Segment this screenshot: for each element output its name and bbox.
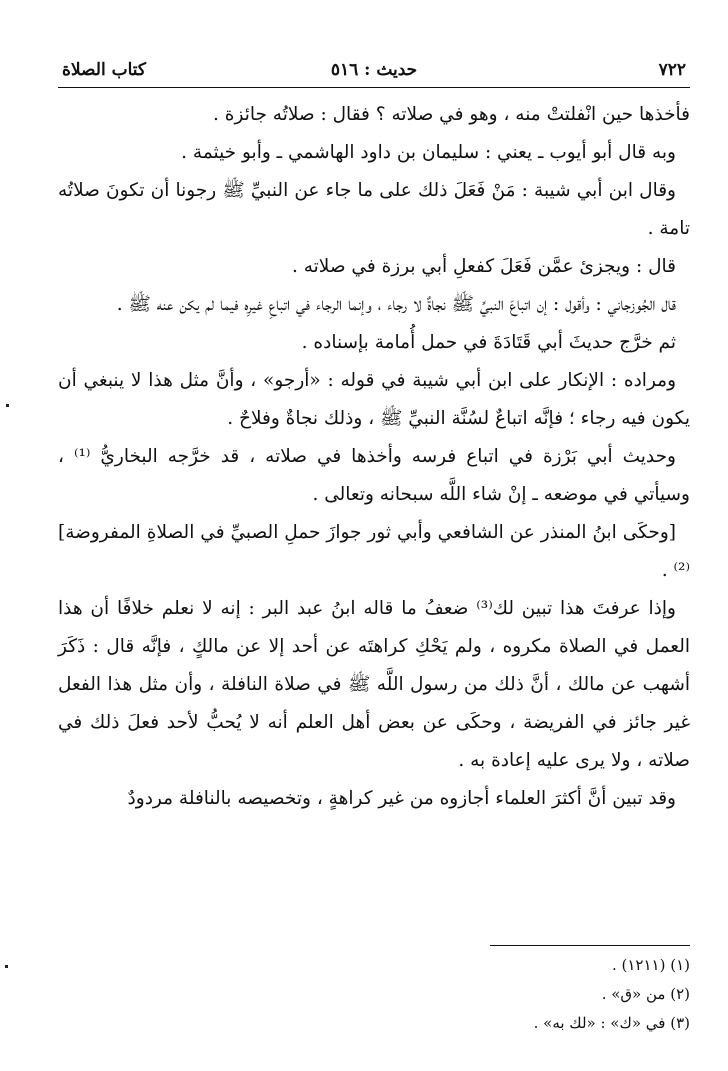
header-divider [58, 87, 690, 88]
footnote-1: (١) (١٢١١) . [611, 956, 690, 974]
paragraph: ومراده : الإنكار على ابن أبي شيبة في قوله : «أرجو» ، وأنَّ مثل هذا لا ينبغي أن يكون فيه رجاء ؛ فإنَّه اتباعٌ لسُنَّة النبيِّ ﷺ ، وذلك نجاةٌ وفلاحٌ . [58, 370, 690, 429]
footnote-3: (٣) في «ك» : «لك به» . [533, 1014, 690, 1032]
paragraph: ثم خرَّج حديثَ أبي قَتَادَةَ في حمل أُمامة بإسناده . [301, 332, 676, 353]
book-page [58, 0, 690, 1071]
hadith-number: حديث : ٥١٦ [330, 60, 418, 80]
paragraph: فأخذها حين انْفلتتْ منه ، وهو في صلاته ؟ فقال : صلاتُه جائزة . [213, 104, 690, 125]
footnote-divider [490, 945, 690, 946]
paragraph: وإذا عرفتَ هذا تبين لك⁽³⁾ ضعفُ ما قاله ابنُ عبد البر : إنه لا نعلم خلافًا أن هذا العمل في الصلاة مكروه ، ولم يَحْكِ كراهتَه عن أحد إلا عن مالكٍ ، فإنَّه قال : ذَكَرَ أشهب عن مالك ، أنَّ ذلك من رسول اللَّه ﷺ في صلاة النافلة ، وأن مثل هذا الفعل غير جائز في الفريضة ، وحكَى عن بعض أهل العلم أنه لا يُحبُّ لأحد فعلَ ذلك في صلاته ، ولا يرى عليه إعادة به . [58, 598, 690, 771]
book-title: كتاب الصلاة [62, 60, 147, 80]
paragraph: وحديث أبي بَرْزة في اتباع فرسه وأخذها في صلاته ، قد خرَّجه البخاريُّ ⁽¹⁾ ، وسيأتي في موضعه ـ إنْ شاء اللَّه سبحانه وتعالى . [58, 446, 690, 505]
page-header [58, 58, 690, 86]
paragraph: قال الجُوزجاني : وأقول : إن اتباعَ النبيِّ ﷺ نجاةٌ لا رجاء ، وإنما الرجاء في اتباعِ غيرِه فيما لم يكن عنه ﷺ . [116, 294, 676, 315]
paragraph: وقد تبين أنَّ أكثرَ العلماء أجازوه من غير كراهةٍ ، وتخصيصه بالنافلة مردودٌ [127, 788, 676, 809]
scan-speck [5, 965, 8, 968]
scan-speck [6, 404, 9, 407]
page-number: ٧٢٢ [658, 60, 686, 80]
paragraph: وقال ابن أبي شيبة : مَنْ فَعَلَ ذلك على ما جاء عن النبيِّ ﷺ رجونا أن تكونَ صلاتُه تامة . [58, 180, 690, 239]
paragraph: [وحكَى ابنُ المنذر عن الشافعي وأبي ثور جوازَ حملِ الصبيِّ في الصلاةِ المفروضة]⁽²⁾ . [58, 522, 690, 581]
main-text [58, 96, 690, 818]
paragraph: قال : ويجزئ عمَّن فَعَلَ كفعلِ أبي برزة في صلاته . [291, 256, 676, 277]
footnotes [58, 951, 690, 1038]
footnote-2: (٢) من «ق» . [601, 985, 690, 1003]
paragraph: وبه قال أبو أيوب ـ يعني : سليمان بن داود الهاشمي ـ وأبو خيثمة . [181, 142, 676, 163]
